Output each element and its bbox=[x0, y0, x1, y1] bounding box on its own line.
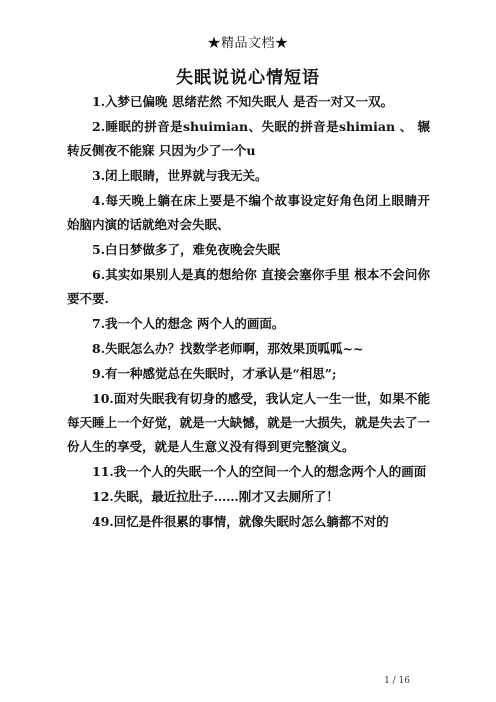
paragraph-11: 11.我一个人的失眠一个人的空间一个人的想念两个人的画面 bbox=[92, 464, 427, 479]
paragraph-8: 8.失眠怎么办？找数学老师啊，那效果顶呱呱~~ bbox=[92, 341, 364, 356]
paragraph-9: 9.有一种感觉总在失眠时，才承认是“相思”; bbox=[92, 366, 337, 381]
paragraph-12: 12.失眠，最近拉肚子……刚才又去厕所了！ bbox=[92, 489, 339, 504]
paragraph-10: 10.面对失眠我有切身的感受，我认定人一生一世，如果不能每天睡上一个好觉，就是一大缺憾，就是一大损失，就是失去了一份人生的享受，就是人生意义没有得到更完整演义。 bbox=[67, 391, 430, 454]
paragraph-4: 4.每天晚上躺在床上要是不编个故事设定好角色闭上眼睛开始脑内演的话就绝对会失眠、 bbox=[67, 193, 430, 232]
paragraph-7: 7.我一个人的想念 两个人的画面。 bbox=[92, 316, 285, 331]
document-body bbox=[67, 90, 430, 535]
paragraph-5: 5.白日梦做多了，难免夜晚会失眠 bbox=[92, 242, 281, 257]
page-number: 1 / 16 bbox=[384, 676, 410, 686]
page-header: ★精品文档★ bbox=[207, 36, 289, 51]
paragraph-49: 49.回忆是件很累的事情，就像失眠时怎么躺都不对的 bbox=[92, 514, 389, 529]
paragraph-2: 2.睡眠的拼音是shuimian、失眠的拼音是shimian 、 辗转反侧夜不能寐 只因为少了一个u bbox=[67, 119, 430, 158]
paragraph-3: 3.闭上眼睛，世界就与我无关。 bbox=[92, 168, 268, 183]
paragraph-1: 1.入梦已偏晚 思绪茫然 不知失眠人 是否一对又一双。 bbox=[92, 94, 394, 109]
document-title: 失眠说说心情短语 bbox=[176, 68, 320, 88]
paragraph-6: 6.其实如果别人是真的想给你 直接会塞你手里 根本不会问你要不要. bbox=[67, 267, 430, 306]
